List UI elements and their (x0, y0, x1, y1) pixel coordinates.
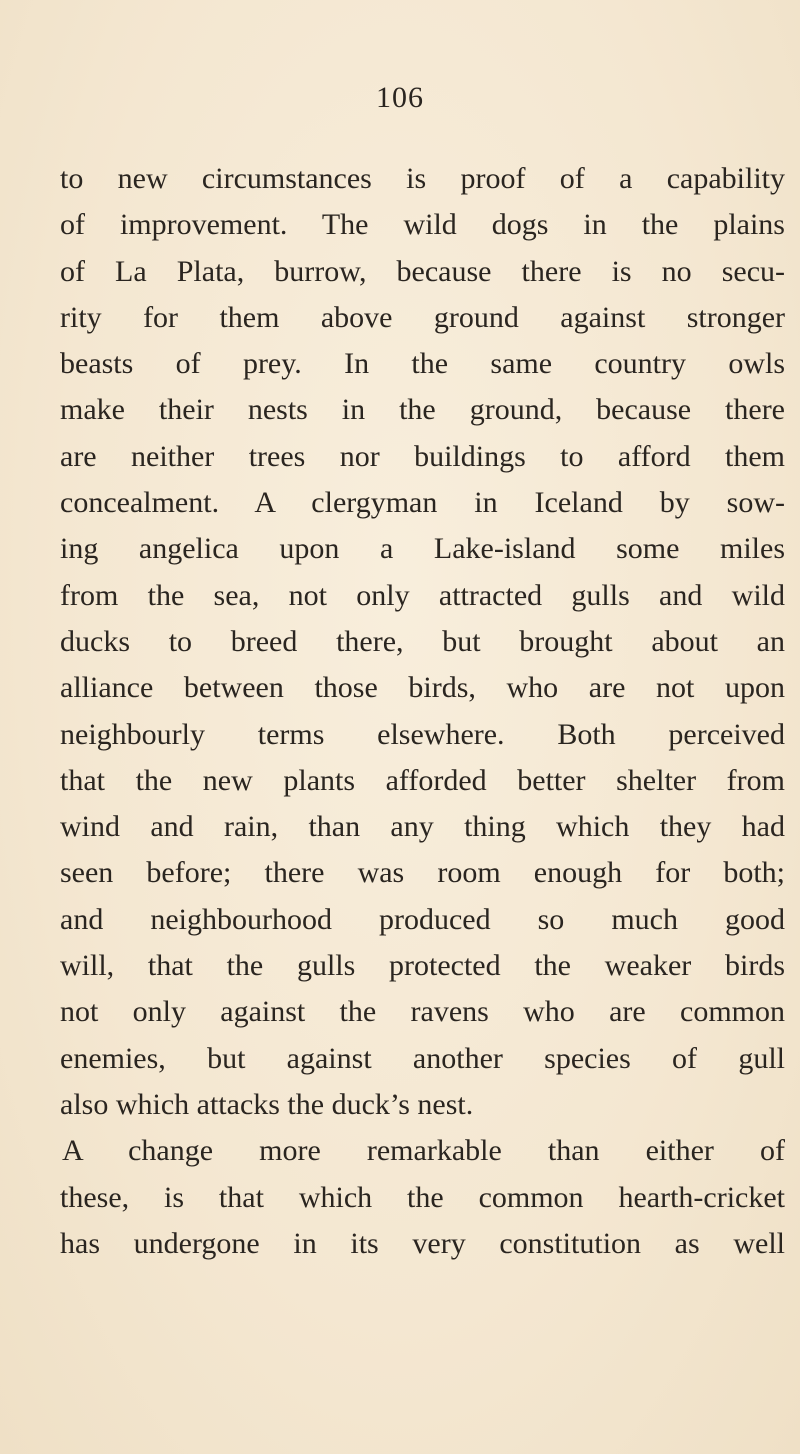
text-line: are neither trees nor buildings to afford them (60, 439, 785, 473)
text-line: make their nests in the ground, because there (60, 393, 785, 427)
text-line: ing angelica upon a Lake-island some miles (60, 532, 785, 566)
text-line: and neighbourhood produced so much good (60, 902, 785, 936)
text-line: beasts of prey. In the same country owls (60, 347, 785, 381)
text-line: rity for them above ground against stronger (60, 300, 785, 334)
text-line: wind and rain, than any thing which they had (60, 810, 785, 844)
text-line: seen before; there was room enough for both; (60, 856, 785, 890)
text-line-paragraph-start: A change more remarkable than either of (62, 1134, 785, 1168)
text-line: these, is that which the common hearth-cricket (60, 1180, 785, 1214)
text-line: enemies, but against another species of gull (60, 1041, 785, 1075)
text-line: alliance between those birds, who are not upon (60, 671, 785, 705)
text-line: to new circumstances is proof of a capability (60, 162, 785, 195)
text-line: neighbourly terms elsewhere. Both perceived (60, 717, 785, 751)
text-line: concealment. A clergyman in Iceland by sow- (60, 486, 785, 520)
page-number: 106 (376, 81, 424, 114)
text-line: ducks to breed there, but brought about an (60, 624, 785, 658)
text-line: that the new plants afforded better shelter from (60, 763, 785, 797)
text-line: of improvement. The wild dogs in the plains (60, 208, 785, 242)
text-line: has undergone in its very constitution as well (60, 1226, 785, 1260)
text-line: not only against the ravens who are common (60, 995, 785, 1029)
text-line-paragraph-end: also which attacks the duck’s nest. (60, 1087, 474, 1121)
text-line: will, that the gulls protected the weaker birds (60, 949, 785, 983)
text-line: from the sea, not only attracted gulls and wild (60, 578, 785, 612)
text-line: of La Plata, burrow, because there is no secu- (60, 254, 785, 288)
body-text (60, 156, 785, 1267)
